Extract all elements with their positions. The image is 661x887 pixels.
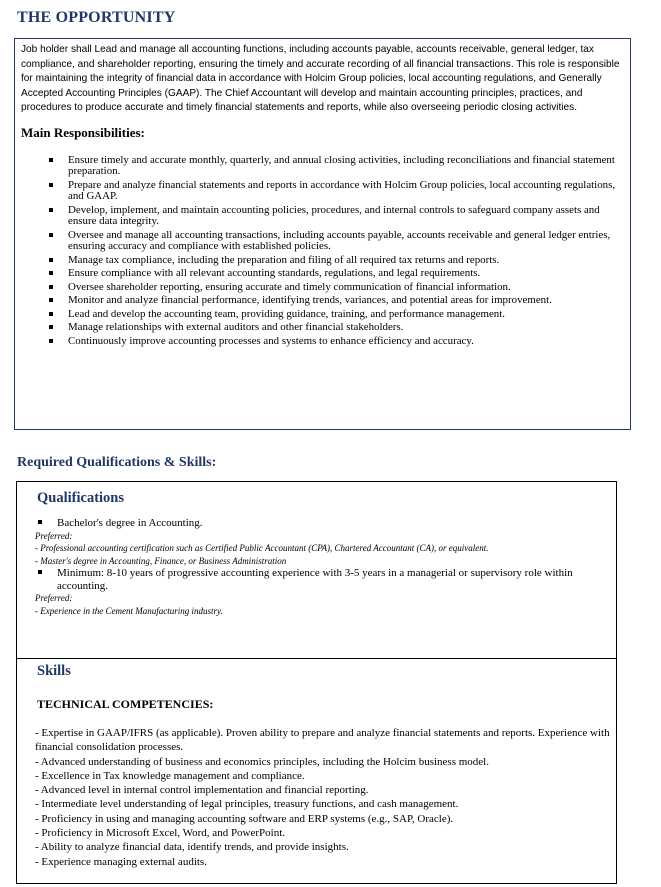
- list-item: [35, 517, 615, 530]
- list-item: [49, 309, 624, 321]
- responsibilities-heading: Main Responsibilities:: [21, 124, 145, 140]
- responsibilities-list: [21, 155, 624, 348]
- bullet-square-icon: [49, 158, 53, 162]
- list-item: - Proficiency in Microsoft Excel, Word, and PowerPoint.: [35, 827, 286, 840]
- qualifications-skills-box: [16, 481, 617, 884]
- qualifications-body: [35, 517, 615, 617]
- bullet-square-icon: [49, 312, 53, 316]
- opportunity-intro: Job holder shall Lead and manage all accounting functions, including accounts payable, accounts receivable, general ledger, tax compliance, and shareholder reporting, ensuring the timely and accurate recording of all financial transactions. This role is responsible for maintaining the integrity of financial data in accordance with Holcim Group policies, local accounting regulations, and Generally Accepted Accounting Principles (GAAP). The Chief Accountant will develop and maintain accounting principles, practices, and procedures to produce accurate and timely financial statements and reports, while also overseeing periodic closing activities.: [21, 44, 620, 114]
- opportunity-box: [14, 38, 631, 430]
- qualification-text: Bachelor's degree in Accounting.: [57, 517, 203, 529]
- bullet-square-icon: [49, 233, 53, 237]
- list-item: - Intermediate level understanding of legal principles, treasury functions, and cash management.: [35, 798, 459, 811]
- preferred-item: - Experience in the Cement Manufacturing industry.: [35, 605, 223, 616]
- list-item: [49, 205, 624, 228]
- bullet-square-icon: [38, 570, 42, 574]
- bullet-square-icon: [38, 520, 42, 524]
- responsibility-text: Continuously improve accounting processes and systems to enhance efficiency and accuracy.: [68, 334, 474, 347]
- list-item: - Advanced understanding of business and economics principles, including the Holcim business model.: [35, 755, 489, 768]
- responsibility-text: Monitor and analyze financial performance, identifying trends, variances, and potential areas for improvement.: [68, 294, 552, 307]
- bullet-square-icon: [49, 298, 53, 302]
- list-item: [49, 282, 624, 294]
- list-item: - Proficiency in using and managing accounting software and ERP systems (e.g., SAP, Oracle).: [35, 812, 454, 825]
- technical-competencies-heading: TECHNICAL COMPETENCIES:: [37, 697, 214, 711]
- section-heading: Required Qualifications & Skills:: [17, 455, 217, 470]
- responsibility-text: Oversee and manage all accounting transactions, including accounts payable, accounts receivable and general ledger entries, ensuring accuracy and compliance with established policies.: [68, 228, 611, 253]
- list-item: - Excellence in Tax knowledge management and compliance.: [35, 769, 305, 782]
- section-divider: [17, 658, 616, 659]
- list-item: - Experience managing external audits.: [35, 855, 207, 868]
- list-item: [49, 155, 624, 178]
- bullet-square-icon: [49, 285, 53, 289]
- list-item: - Ability to analyze financial data, identify trends, and provide insights.: [35, 841, 349, 854]
- bullet-square-icon: [49, 325, 53, 329]
- bullet-square-icon: [49, 339, 53, 343]
- responsibility-text: Oversee shareholder reporting, ensuring accurate and timely communication of financial information.: [68, 280, 511, 293]
- preferred-label: Preferred:: [35, 530, 73, 541]
- responsibility-text: Prepare and analyze financial statements and reports in accordance with Holcim Group policies, local accounting regulations, and GAAP.: [68, 178, 616, 203]
- responsibility-text: Manage relationships with external auditors and other financial stakeholders.: [68, 321, 404, 334]
- responsibility-text: Develop, implement, and maintain accounting policies, procedures, and internal controls to safeguard company assets and ensure data integrity.: [68, 203, 600, 228]
- list-item: [49, 336, 624, 348]
- bullet-square-icon: [49, 208, 53, 212]
- responsibility-text: Ensure timely and accurate monthly, quarterly, and annual closing activities, including reconciliations and financial statement preparation.: [68, 153, 615, 178]
- list-item: [49, 255, 624, 267]
- skills-title: Skills: [37, 663, 71, 679]
- responsibility-text: Lead and develop the accounting team, providing guidance, training, and performance management.: [68, 307, 505, 320]
- bullet-square-icon: [49, 258, 53, 262]
- list-item: - Expertise in GAAP/IFRS (as applicable). Proven ability to prepare and analyze financial statements and reports. Experience with financial consolidation processes.: [35, 727, 610, 754]
- skills-list: [35, 726, 613, 869]
- list-item: [49, 295, 624, 307]
- responsibility-text: Ensure compliance with all relevant accounting standards, regulations, and legal requirements.: [68, 267, 481, 280]
- responsibility-text: Manage tax compliance, including the preparation and filing of all required tax returns and reports.: [68, 253, 500, 266]
- qualification-text: Minimum: 8-10 years of progressive accounting experience with 3-5 years in a managerial or supervisory role within accounting.: [57, 567, 573, 592]
- page-title: THE OPPORTUNITY: [17, 9, 176, 26]
- list-item: [49, 322, 624, 334]
- list-item: [49, 268, 624, 280]
- preferred-label: Preferred:: [35, 593, 73, 604]
- list-item: [49, 180, 624, 203]
- list-item: [35, 567, 615, 592]
- qualifications-title: Qualifications: [37, 490, 125, 506]
- list-item: [49, 230, 624, 253]
- preferred-item: - Professional accounting certification such as Certified Public Accountant (CPA), Chartered Accountant (CA), or equivalent.: [35, 543, 489, 554]
- bullet-square-icon: [49, 271, 53, 275]
- bullet-square-icon: [49, 183, 53, 187]
- list-item: - Advanced level in internal control implementation and financial reporting.: [35, 784, 369, 797]
- preferred-item: - Master's degree in Accounting, Finance, or Business Administration: [35, 555, 287, 566]
